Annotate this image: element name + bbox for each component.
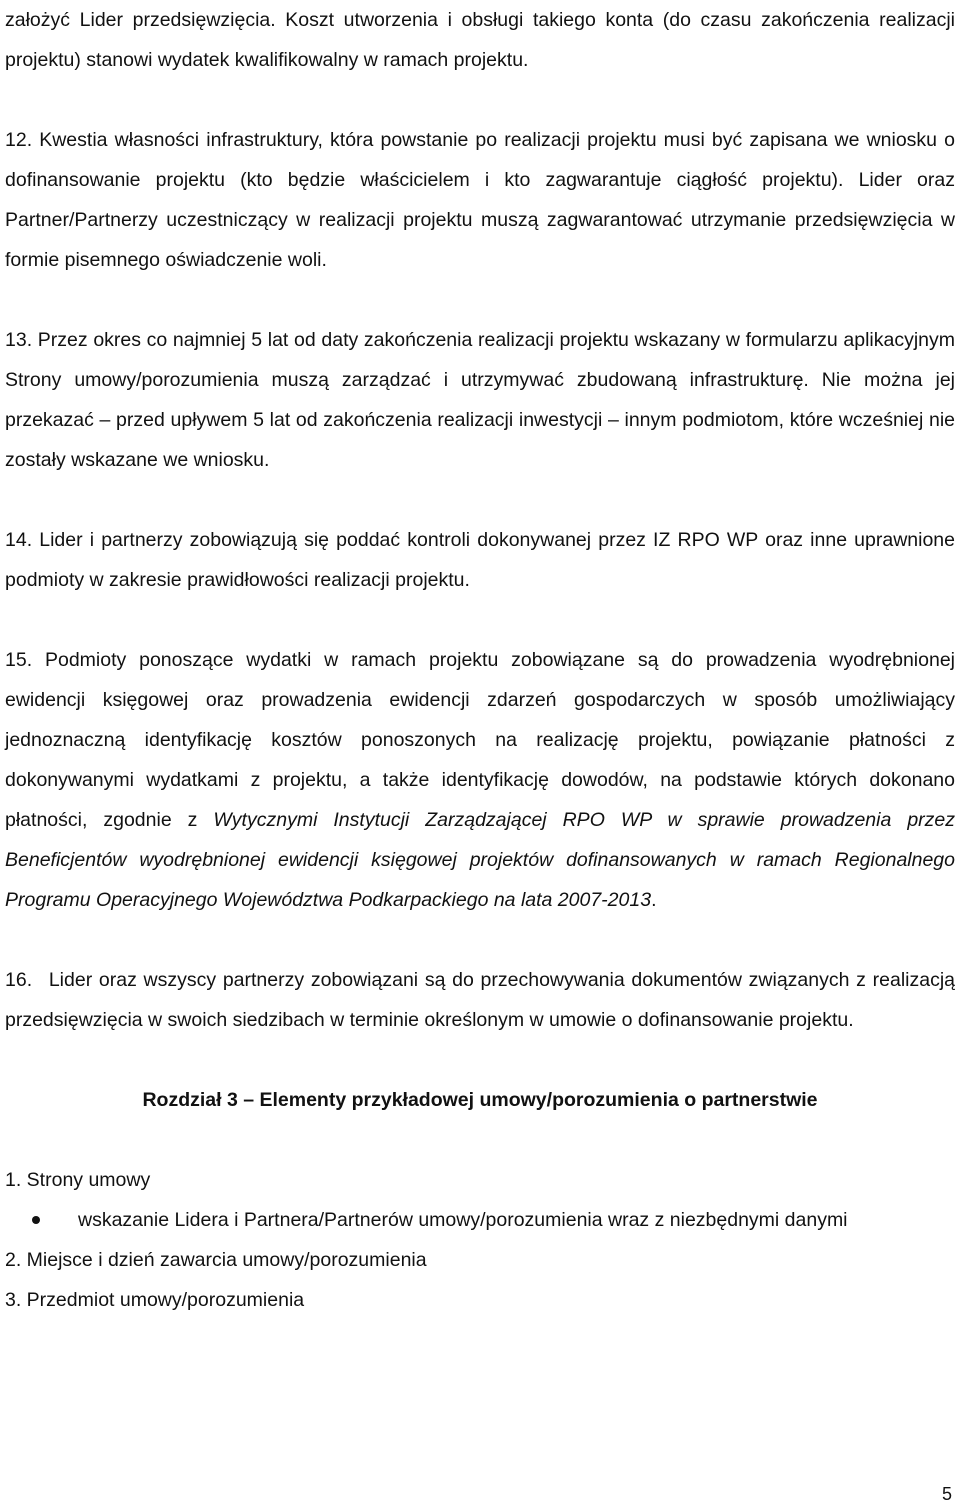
paragraph-16 xyxy=(5,960,955,1040)
paragraph-text: Kwestia własności infrastruktury, która powstanie po realizacji projektu musi być zapisana we wniosku o dofinansowanie projektu (kto będzie właścicielem i kto zagwarantuje ciągłość projektu). Lider oraz Partner/Partnerzy uczestniczący w realizacji projektu muszą zagwarantować utrzymanie przedsięwzięcia w formie pisemnego oświadczenie woli. xyxy=(5,129,955,271)
paragraph-number: 16. xyxy=(5,969,33,991)
list-item-2: 2. Miejsce i dzień zawarcia umowy/porozumienia xyxy=(5,1249,427,1271)
document-page xyxy=(5,0,955,1320)
bullet-text: wskazanie Lidera i Partnera/Partnerów umowy/porozumienia wraz z niezbędnymi danymi xyxy=(78,1209,848,1231)
spacer xyxy=(5,1120,955,1160)
spacer xyxy=(5,480,955,520)
paragraph-text: Lider oraz wszyscy partnerzy zobowiązani są do przechowywania dokumentów związanych z realizacją przedsięwzięcia w swoich siedzibach w terminie określonym w umowie o dofinansowanie projektu. xyxy=(5,969,955,1031)
spacer xyxy=(5,280,955,320)
paragraph-12 xyxy=(5,120,955,280)
guidelines-reference: Wytycznymi Instytucji Zarządzającej RPO WP w sprawie prowadzenia przez Beneficjentów wyodrębnionej ewidencji księgowej projektów dofinansowanych w ramach Regionalnego Programu Operacyjnego Województwa Podkarpackiego na lata 2007-2013 xyxy=(5,809,955,911)
paragraph-14 xyxy=(5,520,955,600)
spacer xyxy=(5,920,955,960)
paragraph-text: Przez okres co najmniej 5 lat od daty zakończenia realizacji projektu wskazany w formularzu aplikacyjnym Strony umowy/porozumienia muszą zarządzać i utrzymywać zbudowaną infrastrukturę. Nie można jej przekazać – przed upływem 5 lat od zakończenia realizacji inwestycji – innym podmiotom, które wcześniej nie zostały wskazane we wniosku. xyxy=(5,329,955,471)
chapter-heading: Rozdział 3 – Elementy przykładowej umowy/porozumienia o partnerstwie xyxy=(142,1089,818,1111)
paragraph-text: Lider i partnerzy zobowiązują się poddać kontroli dokonywanej przez IZ RPO WP oraz inne uprawnione podmioty w zakresie prawidłowości realizacji projektu. xyxy=(5,529,955,591)
paragraph-number: 13. xyxy=(5,329,33,351)
spacer xyxy=(5,1040,955,1080)
paragraph-number: 12. xyxy=(5,129,33,151)
page-number: 5 xyxy=(941,1484,952,1504)
spacer xyxy=(5,600,955,640)
list-item-1: 1. Strony umowy xyxy=(5,1169,151,1191)
paragraph-text: Podmioty ponoszące wydatki w ramach projektu zobowiązane są do prowadzenia wyodrębnionej ewidencji księgowej oraz prowadzenia ewidencji zdarzeń gospodarczych w sposób umożliwiający jednoznaczną identyfikację kosztów ponoszonych na realizację projektu, powiązanie płatności z dokonywanymi wydatkami z projektu, a także identyfikację dowodów, na podstawie których dokonano płatności, zgodnie z xyxy=(5,649,955,831)
bullet-icon xyxy=(32,1216,40,1224)
paragraph-text: założyć Lider przedsięwzięcia. Koszt utworzenia i obsługi takiego konta (do czasu zakończenia realizacji projektu) stanowi wydatek kwalifikowalny w ramach projektu. xyxy=(5,9,955,71)
paragraph-number: 15. xyxy=(5,649,33,671)
paragraph-end: . xyxy=(651,889,657,911)
paragraph-13 xyxy=(5,320,955,480)
paragraph-number: 14. xyxy=(5,529,33,551)
spacer xyxy=(5,80,955,120)
paragraph-11-continuation xyxy=(5,0,955,80)
bullet-item xyxy=(5,1200,955,1240)
paragraph-15 xyxy=(5,640,955,920)
list-item-3: 3. Przedmiot umowy/porozumienia xyxy=(5,1289,305,1311)
